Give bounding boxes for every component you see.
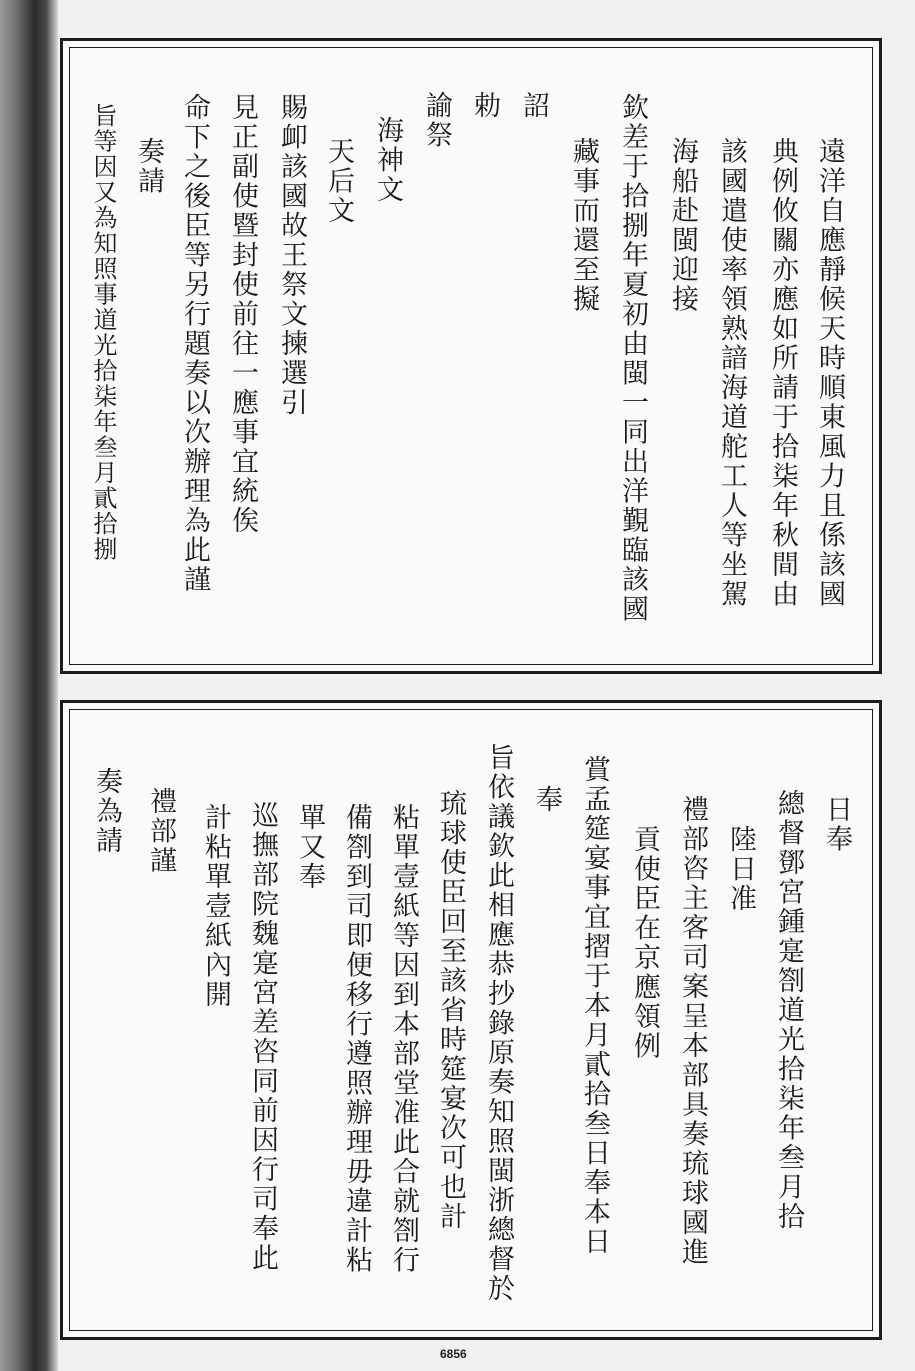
- bottom-column-12: 單又奉: [294, 803, 325, 892]
- bottom-column-14: 計粘單壹紙內開: [200, 803, 231, 1010]
- top-column-1: 遠洋自應靜候天時順東風力且係該國: [814, 137, 845, 609]
- bottom-panel-inner-border: [69, 709, 873, 1331]
- top-column-12: 賜卹該國故王祭文揀選引: [276, 93, 307, 418]
- top-column-7: 詔: [518, 91, 549, 121]
- top-column-6: 藏事而還至擬: [568, 137, 599, 314]
- bottom-column-4: 禮部咨主客司案呈本部具奏琉球國進: [677, 795, 708, 1267]
- top-column-5: 欽差于拾捌年夏初由閩一同出洋覲臨該國: [617, 93, 648, 624]
- top-column-15: 奏請: [133, 137, 164, 196]
- top-column-13: 見正副使暨封使前往一應事宜統俟: [227, 93, 258, 536]
- page-number: 6856: [440, 1347, 467, 1361]
- bottom-column-7: 奉: [531, 785, 562, 815]
- top-column-14: 命下之後臣等另行題奏以次辦理為此謹: [179, 93, 210, 595]
- bottom-column-5: 貢使臣在京應領例: [629, 825, 660, 1061]
- bottom-column-16: 奏為請: [91, 767, 122, 856]
- bottom-column-8: 旨依議欽此相應恭抄錄原奏知照閩浙總督於: [483, 743, 514, 1304]
- bottom-column-11: 備劄到司即便移行遵照辦理毋違計粘: [341, 803, 372, 1275]
- top-column-10: 海神文: [372, 116, 403, 205]
- top-column-11: 天后文: [323, 137, 354, 226]
- bottom-column-2: 總督鄧宮鍾寔劄道光拾柒年叁月拾: [773, 789, 804, 1232]
- bottom-column-15: 禮部謹: [145, 787, 176, 876]
- bottom-column-1: 日奉: [821, 795, 852, 854]
- bottom-column-9: 琉球使臣回至該省時筵宴次可也計: [435, 789, 466, 1232]
- top-column-4: 海船赴閩迎接: [667, 137, 698, 314]
- top-column-16: 旨等因又為知照事道光拾柒年叁月貳拾捌: [89, 103, 117, 562]
- bottom-document-panel: [60, 700, 882, 1340]
- top-column-8: 勅: [469, 91, 500, 121]
- bottom-column-13: 巡撫部院魏寔宮差咨同前因行司奉此: [247, 801, 278, 1273]
- bottom-column-10: 粘單壹紙等因到本部堂准此合就劄行: [388, 803, 419, 1275]
- top-column-3: 該國遣使率領熟諳海道舵工人等坐駕: [716, 137, 747, 609]
- top-column-2: 典例攸關亦應如所請于拾柒年秋間由: [767, 137, 798, 609]
- bottom-column-6: 賞孟筵宴事宜摺于本月貳拾叁日奉本日: [579, 755, 610, 1257]
- top-column-9: 諭祭: [421, 91, 452, 150]
- top-document-panel: [60, 38, 882, 674]
- book-gutter-shadow: [0, 0, 58, 1371]
- bottom-column-3: 陸日准: [725, 825, 756, 914]
